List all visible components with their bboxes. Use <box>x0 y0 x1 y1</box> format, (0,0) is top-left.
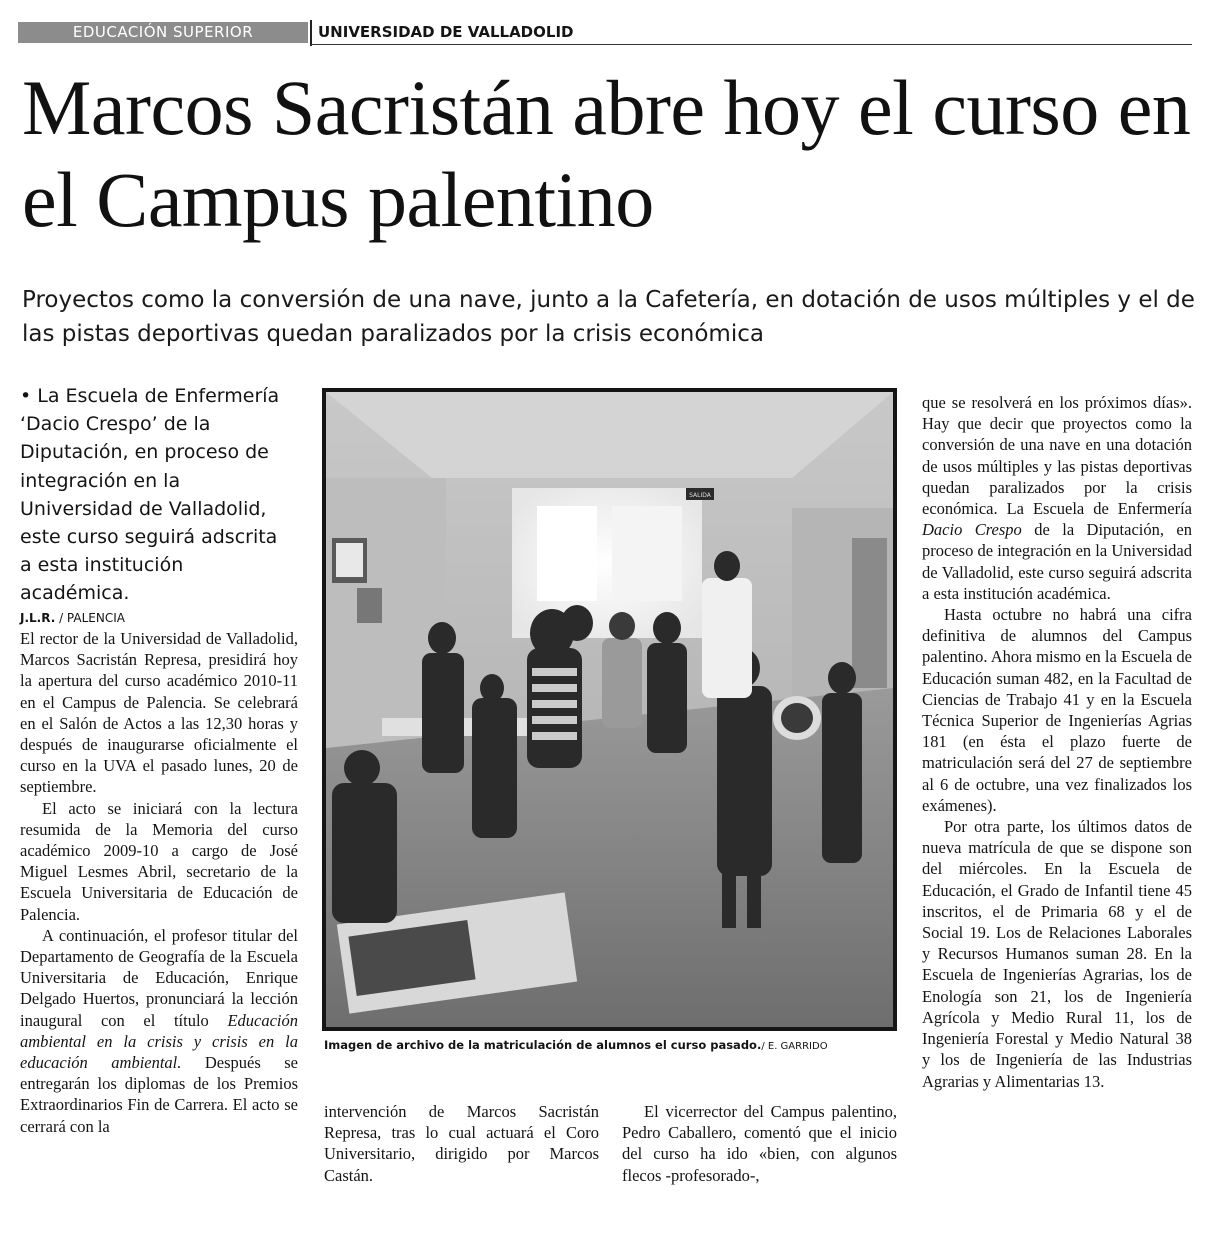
body-column-2 <box>324 1101 599 1186</box>
body-paragraph: intervención de Marcos Sacristán Represa, tras lo cual actuará el Coro Universitario, dirigido por Marcos Castán. <box>324 1102 599 1185</box>
body-paragraph: Hasta octubre no habrá una cifra definitiva de alumnos del Campus palentino. Ahora mismo en la Escuela de Educación suman 482, en la Facultad de Ciencias de Trabajo 41 y en la Escuela Técnica Superior de Ingenierías Agrias 181 (en ésta el plazo fuerte de matriculación será del 27 de septiembre al 6 de octubre, una vez finalizados los exámenes). <box>922 605 1192 815</box>
section-tag: EDUCACIÓN SUPERIOR <box>18 22 308 43</box>
photo-credit: / E. GARRIDO <box>761 1041 828 1052</box>
header-separator <box>310 20 312 46</box>
news-photo <box>322 388 897 1031</box>
body-paragraph: El vicerrector del Campus palentino, Pedro Caballero, comentó que el inicio del curso ha ido «bien, con algunos flecos -profesorado-, <box>622 1102 897 1185</box>
caption-text: Imagen de archivo de la matriculación de alumnos el curso pasado. <box>324 1038 762 1052</box>
byline-author: J.L.R. <box>20 611 56 625</box>
body-paragraph: El rector de la Universidad de Valladolid, Marcos Sacristán Represa, presidirá hoy la apertura del curso académico 2010-11 en el Campus de Palencia. Se celebrará en el Salón de Actos a las 12,30 horas y después de inaugurarse oficialmente el curso en la UVA el pasado lunes, 20 de septiembre. <box>20 629 298 797</box>
exit-sign-text: SALIDA <box>689 492 711 499</box>
italic-name: Dacio Crespo <box>922 520 1022 540</box>
paragraph-text: Después se entregarán los diplomas de los Premios Extraordinarios Fin de Carrera. El acto se cerrará con la <box>20 1053 299 1136</box>
body-paragraph <box>922 392 1192 604</box>
body-column-1 <box>20 628 298 1137</box>
bullet: • <box>20 385 32 407</box>
body-column-3 <box>622 1101 897 1186</box>
header-rule <box>310 44 1192 45</box>
lead-text: La Escuela de Enfermería ‘Dacio Crespo’ de la Diputación, en proceso de integración en la Universidad de Valladolid, este curso seguirá adscrita a esta institución académica. <box>20 385 280 605</box>
photo-caption <box>324 1038 904 1054</box>
body-column-4 <box>922 392 1192 1092</box>
byline-place: PALENCIA <box>66 611 125 625</box>
lead-summary <box>20 382 282 608</box>
paragraph-text: que se resolverá en los próximos días». Hay que decir que proyectos como la conversión de una nave en una dotación de usos múltiples y las pistas deportivas quedan paralizados por la crisis económica. La Escuela de Enfermería <box>922 393 1192 519</box>
body-paragraph: Por otra parte, los últimos datos de nueva matrícula de que se dispone son del miércoles. En la Escuela de Educación, el Grado de Infantil tiene 45 inscritos, el de Primaria 68 y el de Social 19. Los de Relaciones Laborales y Recursos Humanos suman 28. En la Escuela de Ingenierías Agrarias, los de Enología son 21, los de Ingeniería Agrícola y Medio Rural 11, los de Ingeniería Forestal y Medio Natural 38 y los de Ingeniería de las Industrias Agrarias y Alimentarias 13. <box>922 817 1192 1091</box>
subheadline: Proyectos como la conversión de una nave, junto a la Cafetería, en dotación de usos múltiples y el de las pistas deportivas quedan paralizados por la crisis económica <box>22 287 1195 347</box>
body-paragraph: El acto se iniciará con la lectura resumida de la Memoria del curso académico 2009-10 a cargo de José Miguel Lesmes Abril, secretario de la Escuela Universitaria de Educación de Palencia. <box>20 798 298 924</box>
section-header <box>18 20 1192 46</box>
byline-separator: / <box>55 611 67 625</box>
headline: Marcos Sacristán abre hoy el curso en el Campus palentino <box>22 64 1191 243</box>
lecture-title: Educación ambiental en la crisis y crisis en la educación ambiental. <box>20 1010 298 1073</box>
subsection-label: UNIVERSIDAD DE VALLADOLID <box>318 23 574 41</box>
paragraph-text: A continuación, el profesor titular del Departamento de Geografía de la Escuela Universitaria de Educación, Enrique Delgado Huertos, pronunciará la lección inaugural con el título <box>20 925 298 1030</box>
paragraph-text: de la Diputación, en proceso de integración en la Universidad de Valladolid, este curso seguirá adscrita a esta institución académica. <box>922 520 1192 603</box>
body-paragraph <box>20 925 298 1137</box>
byline <box>20 610 125 626</box>
